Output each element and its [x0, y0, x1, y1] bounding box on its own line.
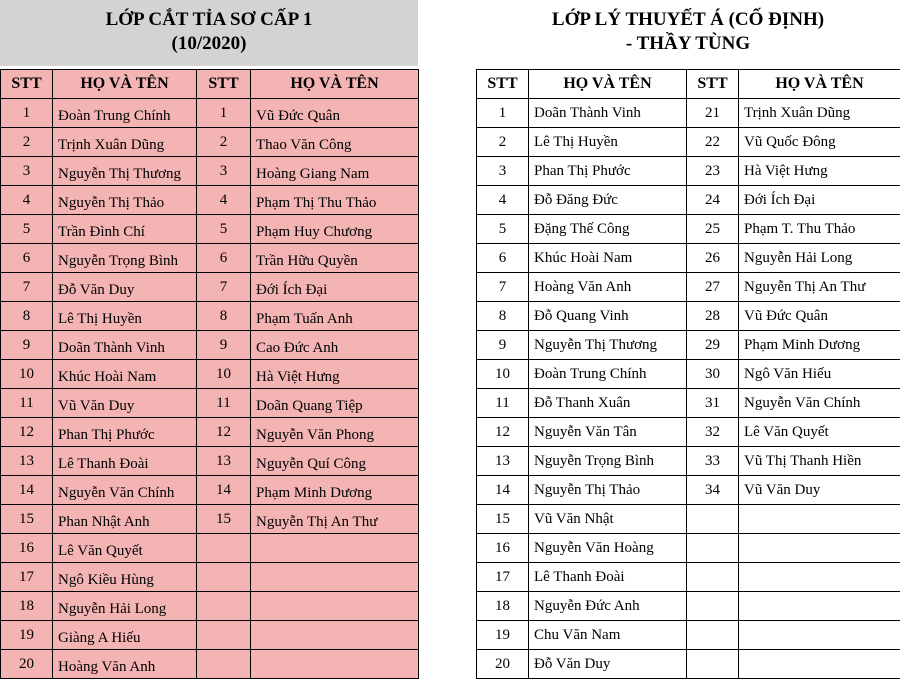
name-cell: Nguyễn Đức Anh	[529, 592, 687, 621]
name-cell: Hoàng Văn Anh	[529, 273, 687, 302]
name-cell: Nguyễn Thị Thương	[53, 157, 197, 186]
right-title-line1: LỚP LÝ THUYẾT Á (CỐ ĐỊNH)	[551, 9, 825, 30]
right-class-panel	[476, 0, 900, 679]
column-header-stt: STT	[477, 70, 529, 99]
stt-cell: 14	[1, 476, 53, 505]
name-cell: Hà Việt Hưng	[739, 157, 900, 186]
name-cell	[251, 621, 419, 650]
stt-cell: 24	[687, 186, 739, 215]
column-header-stt: STT	[687, 70, 739, 99]
stt-cell: 4	[1, 186, 53, 215]
stt-cell: 8	[197, 302, 251, 331]
left-title-line2: (10/2020)	[171, 33, 247, 54]
name-cell: Cao Đức Anh	[251, 331, 419, 360]
stt-cell: 26	[687, 244, 739, 273]
table-row	[477, 534, 900, 563]
name-cell: Vũ Quốc Đông	[739, 128, 900, 157]
stt-cell: 11	[197, 389, 251, 418]
stt-cell: 5	[1, 215, 53, 244]
table-row	[477, 186, 900, 215]
stt-cell	[687, 592, 739, 621]
table-row	[477, 273, 900, 302]
table-row	[477, 128, 900, 157]
table-row	[1, 128, 419, 157]
right-class-title	[476, 0, 900, 66]
stt-cell: 1	[477, 99, 529, 128]
stt-cell: 1	[1, 99, 53, 128]
stt-cell	[687, 505, 739, 534]
column-header-name: HỌ VÀ TÊN	[529, 70, 687, 99]
stt-cell: 15	[197, 505, 251, 534]
name-cell: Đỗ Thanh Xuân	[529, 389, 687, 418]
stt-cell	[197, 563, 251, 592]
stt-cell: 3	[197, 157, 251, 186]
name-cell: Vũ Văn Duy	[739, 476, 900, 505]
stt-cell: 34	[687, 476, 739, 505]
name-cell: Trần Hữu Quyền	[251, 244, 419, 273]
table-row	[477, 476, 900, 505]
stt-cell: 5	[197, 215, 251, 244]
table-row	[1, 418, 419, 447]
name-cell: Vũ Đức Quân	[251, 99, 419, 128]
name-cell: Nguyễn Văn Hoàng	[529, 534, 687, 563]
stt-cell: 2	[197, 128, 251, 157]
table-row	[1, 592, 419, 621]
table-row	[477, 244, 900, 273]
table-row	[1, 302, 419, 331]
stt-cell: 3	[477, 157, 529, 186]
name-cell: Nguyễn Thị Thảo	[53, 186, 197, 215]
name-cell: Đới Ích Đại	[251, 273, 419, 302]
table-row	[1, 534, 419, 563]
stt-cell: 6	[477, 244, 529, 273]
stt-cell: 10	[1, 360, 53, 389]
stt-cell: 15	[477, 505, 529, 534]
name-cell: Trịnh Xuân Dũng	[739, 99, 900, 128]
stt-cell: 12	[197, 418, 251, 447]
stt-cell: 10	[477, 360, 529, 389]
stt-cell	[197, 621, 251, 650]
table-row	[477, 621, 900, 650]
left-class-title	[0, 0, 418, 66]
name-cell: Phan Thị Phước	[529, 157, 687, 186]
stt-cell: 1	[197, 99, 251, 128]
name-cell: Vũ Thị Thanh Hiền	[739, 447, 900, 476]
name-cell	[251, 650, 419, 679]
stt-cell: 15	[1, 505, 53, 534]
table-row	[1, 476, 419, 505]
table-row	[1, 650, 419, 679]
name-cell: Đới Ích Đại	[739, 186, 900, 215]
name-cell	[739, 621, 900, 650]
name-cell: Lê Thanh Đoài	[53, 447, 197, 476]
stt-cell: 21	[687, 99, 739, 128]
table-header-row	[1, 70, 419, 99]
name-cell: Thao Văn Công	[251, 128, 419, 157]
stt-cell: 29	[687, 331, 739, 360]
name-cell: Doãn Quang Tiệp	[251, 389, 419, 418]
table-row	[477, 157, 900, 186]
table-row	[477, 389, 900, 418]
stt-cell: 7	[197, 273, 251, 302]
name-cell	[251, 534, 419, 563]
stt-cell: 14	[197, 476, 251, 505]
table-row	[477, 505, 900, 534]
name-cell: Phạm Huy Chương	[251, 215, 419, 244]
name-cell: Chu Văn Nam	[529, 621, 687, 650]
name-cell	[739, 534, 900, 563]
name-cell: Phạm Minh Dương	[739, 331, 900, 360]
name-cell: Đỗ Văn Duy	[53, 273, 197, 302]
stt-cell: 3	[1, 157, 53, 186]
name-cell: Phạm Tuấn Anh	[251, 302, 419, 331]
name-cell: Lê Thị Huyền	[529, 128, 687, 157]
table-row	[477, 563, 900, 592]
stt-cell: 32	[687, 418, 739, 447]
column-header-name: HỌ VÀ TÊN	[251, 70, 419, 99]
table-row	[477, 360, 900, 389]
table-row	[477, 99, 900, 128]
stt-cell: 11	[1, 389, 53, 418]
name-cell: Ngô Văn Hiếu	[739, 360, 900, 389]
name-cell: Nguyễn Thị An Thư	[251, 505, 419, 534]
stt-cell	[197, 534, 251, 563]
name-cell: Lê Văn Quyết	[53, 534, 197, 563]
table-row	[477, 331, 900, 360]
name-cell: Vũ Văn Nhật	[529, 505, 687, 534]
stt-cell: 18	[477, 592, 529, 621]
name-cell: Phan Nhật Anh	[53, 505, 197, 534]
stt-cell: 4	[197, 186, 251, 215]
stt-cell: 20	[1, 650, 53, 679]
name-cell	[251, 592, 419, 621]
name-cell	[739, 592, 900, 621]
table-row	[477, 592, 900, 621]
name-cell: Nguyễn Văn Phong	[251, 418, 419, 447]
stt-cell: 20	[477, 650, 529, 679]
left-roster-table	[0, 69, 419, 679]
stt-cell: 17	[1, 563, 53, 592]
name-cell: Vũ Đức Quân	[739, 302, 900, 331]
table-row	[477, 650, 900, 679]
stt-cell: 2	[1, 128, 53, 157]
right-roster-table	[476, 69, 900, 679]
table-row	[1, 186, 419, 215]
name-cell: Nguyễn Văn Chính	[53, 476, 197, 505]
table-row	[477, 447, 900, 476]
stt-cell: 9	[1, 331, 53, 360]
stt-cell: 13	[1, 447, 53, 476]
name-cell: Hoàng Giang Nam	[251, 157, 419, 186]
table-row	[1, 273, 419, 302]
name-cell: Đoàn Trung Chính	[53, 99, 197, 128]
name-cell: Nguyễn Thị Thương	[529, 331, 687, 360]
stt-cell: 31	[687, 389, 739, 418]
stt-cell: 14	[477, 476, 529, 505]
stt-cell: 8	[1, 302, 53, 331]
table-row	[1, 331, 419, 360]
table-row	[477, 302, 900, 331]
column-header-name: HỌ VÀ TÊN	[739, 70, 900, 99]
table-row	[1, 360, 419, 389]
name-cell: Doãn Thành Vinh	[53, 331, 197, 360]
column-header-name: HỌ VÀ TÊN	[53, 70, 197, 99]
name-cell: Doãn Thành Vinh	[529, 99, 687, 128]
name-cell: Lê Thị Huyền	[53, 302, 197, 331]
name-cell: Đỗ Đăng Đức	[529, 186, 687, 215]
table-row	[477, 418, 900, 447]
name-cell: Nguyễn Văn Chính	[739, 389, 900, 418]
stt-cell: 4	[477, 186, 529, 215]
stt-cell: 28	[687, 302, 739, 331]
table-row	[1, 447, 419, 476]
column-header-stt: STT	[1, 70, 53, 99]
name-cell: Nguyễn Thị Thảo	[529, 476, 687, 505]
name-cell: Nguyễn Văn Tân	[529, 418, 687, 447]
table-row	[1, 157, 419, 186]
name-cell: Vũ Văn Duy	[53, 389, 197, 418]
name-cell: Phan Thị Phước	[53, 418, 197, 447]
name-cell: Nguyễn Thị An Thư	[739, 273, 900, 302]
right-table-body	[477, 99, 900, 679]
stt-cell: 11	[477, 389, 529, 418]
stt-cell	[687, 621, 739, 650]
name-cell	[739, 563, 900, 592]
name-cell: Đỗ Quang Vinh	[529, 302, 687, 331]
name-cell: Lê Thanh Đoài	[529, 563, 687, 592]
stt-cell: 19	[1, 621, 53, 650]
stt-cell	[687, 650, 739, 679]
stt-cell: 8	[477, 302, 529, 331]
name-cell: Nguyễn Hải Long	[739, 244, 900, 273]
name-cell: Giàng A Hiếu	[53, 621, 197, 650]
name-cell: Trịnh Xuân Dũng	[53, 128, 197, 157]
stt-cell: 2	[477, 128, 529, 157]
name-cell: Ngô Kiều Hùng	[53, 563, 197, 592]
stt-cell	[687, 563, 739, 592]
stt-cell: 30	[687, 360, 739, 389]
right-title-line2: - THẦY TÙNG	[625, 33, 751, 54]
stt-cell: 27	[687, 273, 739, 302]
stt-cell: 16	[477, 534, 529, 563]
stt-cell	[687, 534, 739, 563]
stt-cell: 33	[687, 447, 739, 476]
name-cell	[251, 563, 419, 592]
stt-cell: 18	[1, 592, 53, 621]
table-row	[1, 563, 419, 592]
name-cell: Đỗ Văn Duy	[529, 650, 687, 679]
stt-cell: 17	[477, 563, 529, 592]
stt-cell	[197, 650, 251, 679]
name-cell: Khúc Hoài Nam	[53, 360, 197, 389]
name-cell: Khúc Hoài Nam	[529, 244, 687, 273]
name-cell	[739, 650, 900, 679]
name-cell: Nguyễn Trọng Bình	[529, 447, 687, 476]
name-cell: Hà Việt Hưng	[251, 360, 419, 389]
table-row	[1, 244, 419, 273]
column-header-stt: STT	[197, 70, 251, 99]
stt-cell: 7	[1, 273, 53, 302]
table-header-row	[477, 70, 900, 99]
stt-cell: 9	[477, 331, 529, 360]
stt-cell: 12	[477, 418, 529, 447]
name-cell: Hoàng Văn Anh	[53, 650, 197, 679]
stt-cell: 22	[687, 128, 739, 157]
stt-cell: 13	[477, 447, 529, 476]
stt-cell: 23	[687, 157, 739, 186]
name-cell: Đặng Thế Công	[529, 215, 687, 244]
stt-cell: 9	[197, 331, 251, 360]
left-table-body	[1, 99, 419, 679]
stt-cell: 12	[1, 418, 53, 447]
name-cell: Nguyễn Trọng Bình	[53, 244, 197, 273]
name-cell: Phạm Thị Thu Thảo	[251, 186, 419, 215]
name-cell: Phạm Minh Dương	[251, 476, 419, 505]
name-cell: Lê Văn Quyết	[739, 418, 900, 447]
table-row	[1, 215, 419, 244]
stt-cell: 6	[1, 244, 53, 273]
table-row	[1, 389, 419, 418]
stt-cell	[197, 592, 251, 621]
name-cell: Nguyễn Hải Long	[53, 592, 197, 621]
stt-cell: 5	[477, 215, 529, 244]
stt-cell: 7	[477, 273, 529, 302]
stt-cell: 13	[197, 447, 251, 476]
name-cell: Nguyễn Quí Công	[251, 447, 419, 476]
name-cell	[739, 505, 900, 534]
table-row	[1, 99, 419, 128]
stt-cell: 25	[687, 215, 739, 244]
table-row	[477, 215, 900, 244]
name-cell: Phạm T. Thu Thảo	[739, 215, 900, 244]
name-cell: Trần Đình Chí	[53, 215, 197, 244]
table-row	[1, 621, 419, 650]
stt-cell: 10	[197, 360, 251, 389]
left-class-panel	[0, 0, 418, 679]
name-cell: Đoàn Trung Chính	[529, 360, 687, 389]
stt-cell: 6	[197, 244, 251, 273]
stt-cell: 19	[477, 621, 529, 650]
table-row	[1, 505, 419, 534]
stt-cell: 16	[1, 534, 53, 563]
left-title-line1: LỚP CẮT TỈA SƠ CẤP 1	[105, 9, 313, 30]
